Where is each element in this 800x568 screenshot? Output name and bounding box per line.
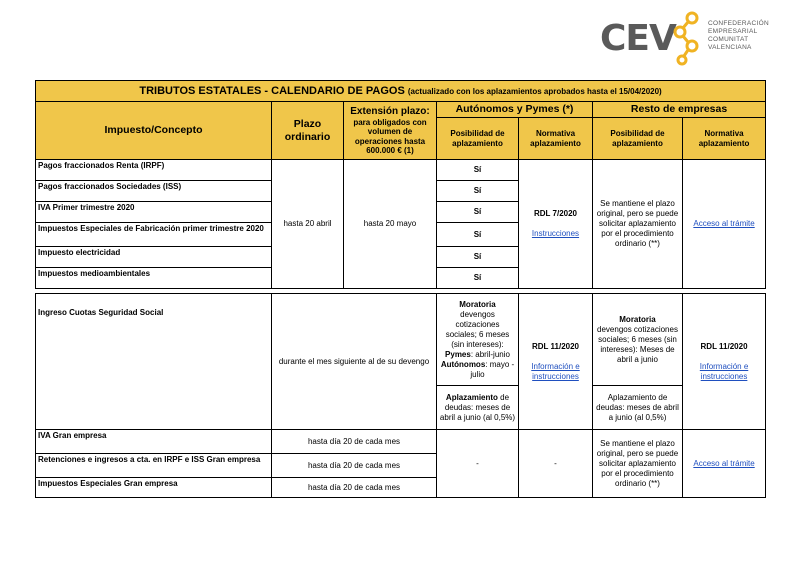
resto-se-mantiene: Se mantiene el plazo original, pero se puede solicitar aplazamiento por el procedimiento ordinario (**)	[593, 160, 683, 289]
header-extension: Extensión plazo: para obligados con volumen de operaciones hasta 600.000 € (1)	[344, 102, 437, 160]
header-normativa-autonomos: Normativa aplazamiento	[519, 118, 593, 160]
si-cell: Sí	[437, 202, 519, 223]
dash-cell: -	[519, 430, 593, 498]
logo-chain-icon	[670, 10, 706, 70]
row-irpf: Pagos fraccionados Renta (IRPF)	[36, 160, 272, 181]
logo-subtitle: CONFEDERACIÓN EMPRESARIAL COMUNITAT VALENCIANA	[708, 20, 769, 51]
normativa-rdl11-resto: RDL 11/2020 Información e instrucciones	[683, 294, 766, 430]
row-fabricacion: Impuestos Especiales de Fabricación primer trimestre 2020	[36, 223, 272, 247]
si-cell: Sí	[437, 181, 519, 202]
si-cell: Sí	[437, 160, 519, 181]
acceso-tramite-link-gran[interactable]: Acceso al trámite	[693, 458, 755, 468]
header-posibilidad-resto: Posibilidad de aplazamiento	[593, 118, 683, 160]
plazo-dia20: hasta día 20 de cada mes	[272, 478, 437, 498]
autonomos-aplazamiento: Aplazamiento de deudas: meses de abril a junio (al 0,5%)	[437, 386, 519, 430]
row-especiales-gran: Impuestos Especiales Gran empresa	[36, 478, 272, 498]
header-resto: Resto de empresas	[593, 102, 766, 118]
plazo-mayo: hasta 20 mayo	[344, 160, 437, 289]
resto-acceso	[683, 160, 766, 289]
plazo-dia20: hasta día 20 de cada mes	[272, 454, 437, 478]
row-ss: Ingreso Cuotas Seguridad Social	[36, 294, 272, 430]
si-cell: Sí	[437, 223, 519, 247]
instrucciones-link[interactable]: Instrucciones	[531, 229, 580, 238]
header-concept: Impuesto/Concepto	[36, 102, 272, 160]
table-title: TRIBUTOS ESTATALES - CALENDARIO DE PAGOS (actualizado con los aplazamientos aprobados hasta el 15/04/2020)	[36, 81, 766, 102]
header-autonomos: Autónomos y Pymes (*)	[437, 102, 593, 118]
autonomos-moratoria: Moratoria devengos cotizaciones sociales; 6 meses (sin intereses): Pymes: abril-junio Autónomos: mayo - julio	[437, 294, 519, 386]
tax-calendar-table	[35, 80, 766, 498]
resto-aplazamiento: Aplazamiento de deudas: meses de abril a junio (al 0,5%)	[593, 386, 683, 430]
acceso-tramite-link[interactable]: Acceso al trámite	[693, 219, 755, 228]
resto-se-mantiene-gran: Se mantiene el plazo original, pero se puede solicitar aplazamiento por el procedimiento ordinario (**)	[593, 430, 683, 498]
normativa-rdl11-autonomos: RDL 11/2020 Información e instrucciones	[519, 294, 593, 430]
plazo-abril: hasta 20 abril	[272, 160, 344, 289]
dash-cell: -	[437, 430, 519, 498]
row-retenciones: Retenciones e ingresos a cta. en IRPF e ISS Gran empresa	[36, 454, 272, 478]
row-medioambientales: Impuestos medioambientales	[36, 268, 272, 289]
row-iva-gran: IVA Gran empresa	[36, 430, 272, 454]
ss-plazo: durante el mes siguiente al de su devengo	[272, 294, 437, 430]
plazo-dia20: hasta día 20 de cada mes	[272, 430, 437, 454]
info-link-resto[interactable]: Información e instrucciones	[699, 361, 749, 381]
row-iss: Pagos fraccionados Sociedades (ISS)	[36, 181, 272, 202]
normativa-rdl7: RDL 7/2020 Instrucciones	[519, 160, 593, 289]
header-normativa-resto: Normativa aplazamiento	[683, 118, 766, 160]
resto-acceso-gran	[683, 430, 766, 498]
info-link-autonomos[interactable]: Información e instrucciones	[531, 361, 580, 381]
header-posibilidad-autonomos: Posibilidad de aplazamiento	[437, 118, 519, 160]
row-electricidad: Impuesto electricidad	[36, 247, 272, 268]
si-cell: Sí	[437, 268, 519, 289]
si-cell: Sí	[437, 247, 519, 268]
resto-moratoria: Moratoria devengos cotizaciones sociales; 6 meses (sin intereses): Meses de abril a junio	[593, 294, 683, 386]
logo-wordmark: CEV	[600, 18, 676, 59]
row-iva1: IVA Primer trimestre 2020	[36, 202, 272, 223]
header-plazo: Plazo ordinario	[272, 102, 344, 160]
